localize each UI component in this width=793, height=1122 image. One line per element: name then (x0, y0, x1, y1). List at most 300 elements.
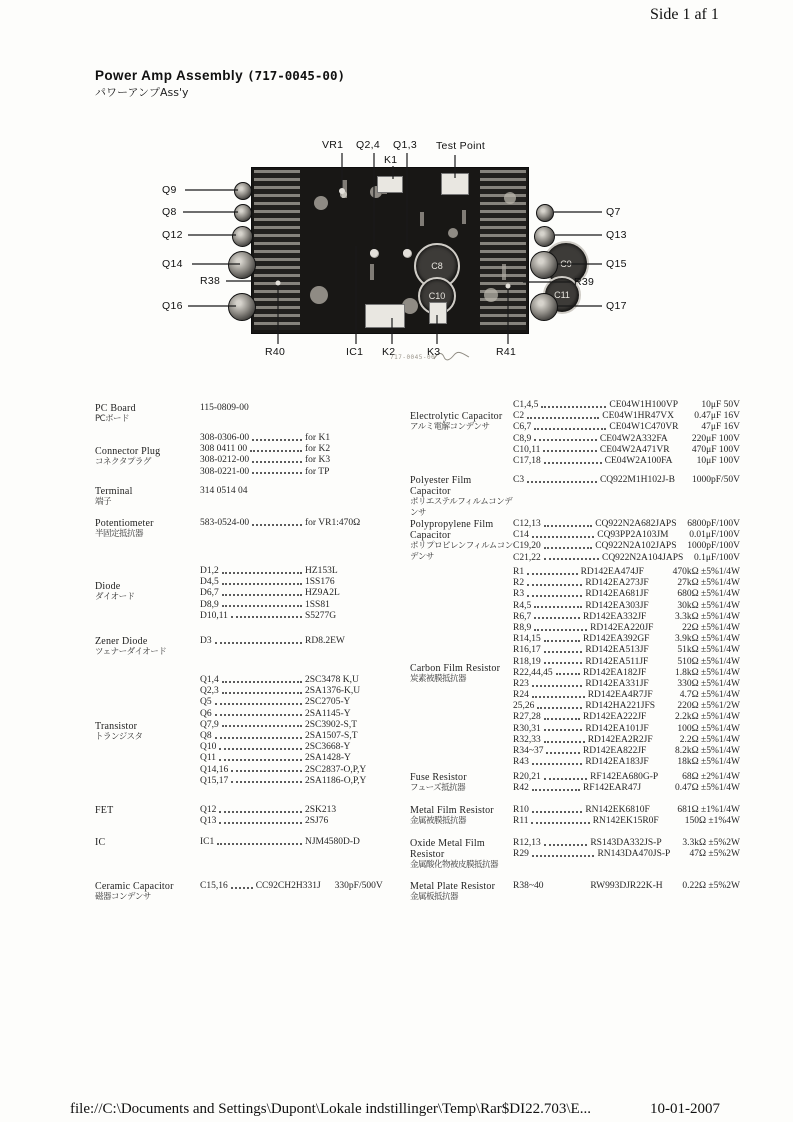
part-ref: Q1,4 (200, 675, 219, 685)
leader-dots (544, 640, 580, 642)
part-ref: C1,4,5 (513, 400, 539, 410)
leader-dots (252, 439, 302, 441)
parts-list-left-column: PC Board PCボード 115-0809-00 Connector Plug コネクタプラグ 308-0306-00 for K1 308 0411 00 for K2 308-0212-00 for K3 308-0221-00 for TP Terminal 端子 314 0514 04 Potentiometer 半固定抵抗器 583-0524-00 for VR1:470Ω Diode ダイオード D1,2 HZ153L D4,5 1SS176 D6,7 HZ9A2L D8,9 1SS81 D10,11 S5277G Zener Diode ツェナーダイオード D3 RD8.2EW Transistor トランジスタ Q1,4 2SC3478 K,U Q2,3 2SA1376-K,U Q5 2SC2705-Y Q6 2SA1145-Y Q7,9 2SC3902-S,T Q8 2SA1507-S,T Q10 2SC3668-Y Q11 2SA1428-Y Q14,16 2SC2837-O,P,Y Q15,17 2SA1186-O,P,Y FET Q12 2SK213 Q13 2SJ76 IC IC1 NJM4580D-D Ceramic Capacitor 磁器コンデンサ C15,16 CC92CH2H331J 330pF/500V (95, 395, 395, 910)
callout-k1: K1 (384, 154, 398, 166)
part-row (513, 589, 740, 600)
part-value: 220μF 100V (691, 433, 740, 444)
part-number: CE04W1H100VP (609, 400, 678, 410)
assembly-part-number: (717-0045-00) (247, 68, 345, 83)
part-row (513, 805, 740, 816)
part-ref: C17,18 (513, 455, 541, 466)
part-number: CE04W1C470VR (609, 422, 679, 433)
leader-dots (534, 606, 582, 608)
part-ref: R24 (513, 690, 529, 701)
assembly-title-japanese: パワーアンプAss'y (95, 86, 189, 99)
part-number: RD142EA182JF (582, 667, 647, 678)
part-value: 681Ω ±1%1/4W (677, 805, 740, 815)
leader-dots (544, 651, 583, 653)
leader-dots (532, 696, 585, 698)
part-ref: C15,16 (200, 881, 228, 891)
part-number: 1SS176 (305, 577, 335, 588)
capacitor-c8: C8 (414, 243, 460, 289)
leader-dots (541, 406, 606, 408)
part-number: RD8.2EW (305, 636, 345, 646)
leader-dots (544, 525, 592, 527)
part-ref: 308 0411 00 (200, 444, 248, 455)
leader-dots (527, 417, 599, 419)
footer-file-path: file://C:\Documents and Settings\Dupont\Lokale indstillinger\Temp\Rar$DI22.703\E... (70, 1101, 591, 1117)
part-number: 2SC3902-S,T (305, 719, 357, 730)
part-value: 47μF 16V (701, 422, 740, 433)
callout-q12: Q12 (162, 229, 183, 241)
leader-dots (222, 605, 302, 607)
part-number: HZ9A2L (305, 588, 340, 599)
part-ref: R30,31 (513, 723, 541, 734)
part-value: 330Ω ±5%1/4W (677, 678, 740, 689)
leader-dots (532, 811, 582, 813)
leader-dots (534, 629, 587, 631)
part-number: CE04W2A332FA (599, 433, 668, 444)
part-ref: Q5 (200, 697, 212, 708)
part-ref: R16,17 (513, 645, 541, 656)
part-number: 2SC3668-Y (305, 742, 351, 753)
part-row (200, 742, 395, 753)
part-number: for K2 (305, 444, 331, 455)
assembly-title: Power Amp Assembly (95, 68, 243, 83)
part-number: RD142HA221JFS (585, 701, 656, 712)
part-number: 2SC2837-O,P,Y (305, 764, 367, 775)
leader-dots (219, 759, 302, 761)
parts-list-right-column: Electrolytic Capacitor アルミ電解コンデンサ C1,4,5 CE04W1H100VP 10μF 50V C2 CE04W1HR47VX 0.47μF 16V C6,7 CE04W1C470VR 47μF 16V C8,9 CE04W2A332FA 220μF 100V C10,11 CE04W2A471VR 470μF 100V C17,18 CE04W2A100FA 10μF 100V Polyester Film Capacitor ポリエステルフィルムコンデンサ C3 CQ922M1H102J-B 1000pF/50V Polypropylene Film Capacitor ポリプロピレンフィルムコンデンサ C12,13 CQ922N2A682JAPS 6800pF/100V C14 CQ93PP2A103JM 0.01μF/100V C19,20 CQ922N2A102JAPS 1000pF/100V C21,22 CQ922N2A104JAPS 0.1μF/100V Carbon Film Resistor 炭素被膜抵抗器 R1 RD142EA474JF 470kΩ ±5%1/4W R2 RD142EA273JF 27kΩ ±5%1/4W R3 RD142EA681JF 680Ω ±5%1/4W R4,5 RD142EA303JF 30kΩ ±5%1/4W R6,7 RD142EA332JF 3.3kΩ ±5%1/4W R8,9 RD142EA220JF 22Ω ±5%1/4W R14,15 RD142EA392GF 3.9kΩ ±5%1/4W R16,17 RD142EA513JF 51kΩ ±5%1/4W R18,19 RD142EA511JF 510Ω ±5%1/4W R22,44,45 RD142EA182JF 1.8kΩ ±5%1/4W R23 RD142EA331JF 330Ω ±5%1/4W R24 RD142EA4R7JF 4.7Ω ±5%1/4W 25,26 RD142HA221JFS 220Ω ±5%1/2W R27,28 RD142EA222JF 2.2kΩ ±5%1/4W R30,31 RD142EA101JF 100Ω ±5%1/4W R32,33 RD142EA2R2JF 2.2Ω ±5%1/4W R34~37 RD142EA822JF 8.2kΩ ±5%1/4W R43 RD142EA183JF 18kΩ ±5%1/4W Fuse Resistor フューズ抵抗器 R20,21 RF142EA680G-P 68Ω ±2%1/4W R42 RF142EAR47J 0.47Ω ±5%1/4W Metal Film Resistor 金属被膜抵抗器 R10 RN142EK6810F 681Ω ±1%1/4W R11 RN142EK15R0F 150Ω ±1%4W Oxide Metal Film Resistor 金属酸化物被皮膜抵抗器 R12,13 RS143DA332JS-P 3.3kΩ ±5%2W R29 RN143DA470JS-P 47Ω ±5%2W Metal Plate Resistor 金属板抵抗器 R38~40 RW993DJR22K-H 0.22Ω ±5%2W (410, 400, 740, 902)
part-number: RD142EA513JF (585, 645, 649, 656)
callout-q15: Q15 (606, 258, 627, 270)
part-number: CC92CH2H331J (255, 881, 321, 891)
part-number: 2SC3478 K,U (305, 675, 359, 685)
part-row (513, 724, 740, 735)
part-ref: C21,22 (513, 552, 541, 563)
part-row (200, 720, 395, 731)
leader-dots (231, 887, 253, 889)
part-row (513, 645, 740, 656)
part-number: RD142EA822JF (582, 746, 647, 756)
part-value: 510Ω ±5%1/4W (677, 656, 740, 667)
leader-dots (544, 547, 592, 549)
leader-dots (231, 781, 302, 783)
part-row (200, 444, 395, 455)
leader-dots (215, 737, 302, 739)
part-ref: Q8 (200, 730, 212, 741)
callout-r41: R41 (496, 346, 517, 358)
part-number: 1SS81 (305, 599, 330, 610)
part-value: 30kΩ ±5%1/4W (677, 600, 740, 611)
callout-q16: Q16 (162, 300, 183, 312)
part-number: RD142EA511JF (585, 656, 649, 667)
part-row (513, 530, 740, 541)
part-value: 3.3kΩ ±5%2W (682, 838, 740, 848)
leader-dots (231, 616, 302, 618)
part-value: 68Ω ±2%1/4W (682, 772, 740, 782)
part-row (200, 566, 395, 577)
part-number: RF142EAR47J (582, 783, 642, 794)
part-row (200, 600, 395, 611)
part-ref: 314 0514 04 (200, 486, 248, 496)
part-number: CE04W2A100FA (604, 455, 673, 466)
part-number: RD142EA220JF (590, 622, 654, 633)
part-row (513, 422, 740, 433)
part-row (200, 588, 395, 599)
part-ref: R42 (513, 783, 529, 794)
part-number: RD142EA474JF (580, 567, 644, 577)
pcb-photo-figure (150, 133, 630, 373)
leader-dots (532, 685, 582, 687)
page-title (95, 68, 345, 83)
part-number: RD142EA273JF (585, 578, 649, 589)
callout-ic1: IC1 (346, 346, 364, 358)
part-ref: C2 (513, 411, 525, 422)
part-row (200, 816, 395, 827)
part-row (513, 881, 740, 892)
part-value: 8.2kΩ ±5%1/4W (674, 746, 740, 756)
part-row (200, 697, 395, 708)
part-row (200, 467, 395, 478)
part-number: RW993DJR22K-H (590, 881, 663, 891)
part-number: HZ153L (305, 566, 338, 576)
leader-dots (219, 811, 302, 813)
part-number: RD142EA681JF (585, 589, 649, 600)
part-value: 3.9kΩ ±5%1/4W (674, 634, 740, 645)
part-value: 51kΩ ±5%1/4W (677, 645, 740, 656)
part-value: 0.01μF/100V (689, 530, 740, 541)
part-value: 18kΩ ±5%1/4W (677, 757, 740, 768)
part-row (513, 712, 740, 723)
part-number: 2SK213 (305, 805, 337, 815)
part-ref: R4,5 (513, 600, 532, 611)
part-row (513, 541, 740, 552)
callout-k3: K3 (427, 346, 441, 358)
part-row (513, 578, 740, 589)
leader-dots (544, 729, 583, 731)
part-row (513, 816, 740, 827)
callout-k2: K2 (382, 346, 396, 358)
leader-dots (544, 558, 599, 560)
leader-dots (231, 770, 302, 772)
part-number: RS143DA332JS-P (590, 838, 662, 848)
leader-dots (544, 741, 585, 743)
part-row (513, 746, 740, 757)
leader-dots (215, 714, 302, 716)
leader-dots (527, 584, 582, 586)
part-row (513, 623, 740, 634)
part-row (513, 519, 740, 530)
part-ref: 25,26 (513, 701, 535, 712)
leader-dots (544, 778, 587, 780)
part-row (513, 612, 740, 623)
part-ref: R18,19 (513, 656, 541, 667)
part-ref: D8,9 (200, 599, 219, 610)
leader-dots (534, 428, 606, 430)
part-ref: 308-0212-00 (200, 455, 250, 466)
callout-q14: Q14 (162, 258, 183, 270)
part-number: CE04W2A471VR (599, 444, 670, 455)
part-value: 10μF 100V (696, 455, 740, 466)
leader-dots (222, 692, 302, 694)
part-value: 3.3kΩ ±5%1/4W (674, 611, 740, 622)
part-number: for TP (305, 466, 330, 477)
callout-q1-3: Q1,3 (393, 139, 417, 151)
part-number: CQ922N2A104JAPS (601, 552, 684, 563)
part-row (513, 434, 740, 445)
part-number: CQ922N2A682JAPS (595, 519, 677, 529)
part-value: 27kΩ ±5%1/4W (677, 578, 740, 589)
callout-q8: Q8 (162, 206, 177, 218)
leader-dots (222, 583, 302, 585)
part-value: 0.47μF 16V (694, 411, 740, 422)
leader-dots (532, 855, 595, 857)
part-value: 1000pF/50V (691, 475, 740, 485)
leader-dots (544, 462, 602, 464)
part-ref: R27,28 (513, 712, 541, 723)
part-row (513, 475, 740, 486)
callout-q7: Q7 (606, 206, 621, 218)
board-silkscreen-number: 717-0045-00 (390, 354, 436, 361)
part-ref: Q10 (200, 742, 217, 753)
part-row (513, 411, 740, 422)
part-row (200, 805, 395, 816)
leader-dots (544, 662, 583, 664)
part-ref: Q12 (200, 805, 217, 815)
part-row (200, 577, 395, 588)
callout-q2-4: Q2,4 (356, 139, 380, 151)
part-row (513, 849, 740, 860)
part-value: 220Ω ±5%1/2W (677, 701, 740, 712)
part-value: 100Ω ±5%1/4W (677, 723, 740, 734)
leader-dots (544, 844, 588, 846)
part-row (200, 636, 395, 647)
part-row (513, 445, 740, 456)
part-row (200, 776, 395, 787)
part-ref: 308-0306-00 (200, 433, 250, 443)
part-number: 2SA1428-Y (305, 753, 351, 764)
part-row (513, 553, 740, 564)
leader-dots (556, 673, 580, 675)
part-ref: R34~37 (513, 746, 544, 756)
part-number: RD142EA392GF (582, 634, 650, 645)
leader-dots (217, 843, 302, 845)
part-ref: C12,13 (513, 519, 541, 529)
part-value: 4.7Ω ±5%1/4W (679, 690, 740, 701)
part-number: CE04W1HR47VX (602, 411, 675, 422)
part-ref: Q14,16 (200, 764, 229, 775)
part-ref: R22,44,45 (513, 667, 553, 678)
part-number: CQ922M1H102J-B (599, 475, 675, 485)
part-row (513, 668, 740, 679)
part-value: 470kΩ ±5%1/4W (672, 567, 740, 577)
part-number: RD142EA332JF (582, 611, 647, 622)
part-row (513, 783, 740, 794)
part-row (200, 837, 395, 848)
leader-dots (532, 789, 580, 791)
part-number: RN143DA470JS-P (597, 849, 671, 860)
leader-dots (546, 752, 579, 754)
part-ref: IC1 (200, 837, 215, 847)
part-value: 1000pF/100V (687, 541, 740, 552)
part-value: 150Ω ±1%4W (684, 816, 740, 827)
part-value: 47Ω ±5%2W (689, 849, 740, 860)
part-row (200, 753, 395, 764)
part-value: 6800pF/100V (687, 519, 740, 529)
part-ref: R8,9 (513, 622, 532, 633)
part-row (513, 634, 740, 645)
part-row (200, 765, 395, 776)
part-ref: R23 (513, 678, 529, 689)
leader-dots (215, 642, 302, 644)
part-ref: R12,13 (513, 838, 541, 848)
part-number: RD142EA222JF (582, 712, 647, 723)
part-row (200, 881, 395, 892)
part-row (200, 709, 395, 720)
part-ref: R3 (513, 589, 525, 600)
part-number: S5277G (305, 610, 337, 621)
part-row (513, 772, 740, 783)
part-number: RD142EA4R7JF (587, 690, 653, 701)
part-row (200, 455, 395, 466)
part-row (200, 433, 395, 444)
part-number: for K3 (305, 455, 331, 466)
part-ref: C10,11 (513, 444, 541, 455)
leader-dots (222, 725, 302, 727)
part-row (513, 838, 740, 849)
leader-dots (222, 572, 302, 574)
part-value: 22Ω ±5%1/4W (682, 622, 740, 633)
part-number: 2SA1376-K,U (305, 686, 361, 697)
callout-q9: Q9 (162, 184, 177, 196)
part-number: RN142EK15R0F (592, 816, 659, 827)
part-ref: R38~40 (513, 881, 544, 891)
callout-test-point: Test Point (436, 140, 486, 152)
part-number: RD142EA183JF (585, 757, 649, 768)
part-ref: D4,5 (200, 577, 219, 588)
part-ref: Q6 (200, 708, 212, 719)
part-value: 0.47Ω ±5%1/4W (674, 783, 740, 794)
part-row (200, 686, 395, 697)
leader-dots (531, 822, 589, 824)
part-row (513, 701, 740, 712)
leader-dots (537, 707, 582, 709)
part-value: 680Ω ±5%1/4W (677, 589, 740, 600)
part-ref: R14,15 (513, 634, 541, 645)
leader-dots (544, 718, 580, 720)
part-value: 10μF 50V (701, 400, 740, 410)
part-ref: R2 (513, 578, 525, 589)
leader-dots (527, 573, 577, 575)
part-ref: 583-0524-00 (200, 518, 250, 528)
part-ref: D6,7 (200, 588, 219, 599)
leader-dots (532, 536, 594, 538)
part-number: CQ922N2A102JAPS (595, 541, 677, 552)
part-number: RF142EA680G-P (590, 772, 659, 782)
part-row (200, 611, 395, 622)
callout-r40: R40 (265, 346, 286, 358)
part-ref: Q11 (200, 753, 217, 764)
part-row (513, 735, 740, 746)
part-row (513, 690, 740, 701)
leader-dots (250, 450, 302, 452)
leader-dots (527, 481, 597, 483)
part-ref: R43 (513, 757, 529, 768)
part-row (513, 601, 740, 612)
part-row (513, 657, 740, 668)
part-row (513, 757, 740, 768)
part-number: for VR1:470Ω (305, 518, 361, 528)
page-count-header: Side 1 af 1 (650, 6, 719, 23)
part-value: 1.8kΩ ±5%1/4W (674, 667, 740, 678)
part-number: RD142EA331JF (585, 678, 649, 689)
part-ref: C8,9 (513, 433, 532, 444)
leader-dots (219, 748, 302, 750)
part-number: CQ93PP2A103JM (597, 530, 669, 541)
part-ref: C3 (513, 475, 525, 485)
part-ref: D10,11 (200, 610, 228, 621)
leader-dots (252, 461, 302, 463)
part-number: RD142EA303JF (585, 600, 649, 611)
part-number: RN142EK6810F (585, 805, 650, 815)
part-ref: R11 (513, 816, 529, 827)
part-value: 0.22Ω ±5%2W (682, 881, 740, 891)
callout-leader-lines (150, 133, 630, 373)
part-number: 2SA1186-O,P,Y (305, 775, 367, 786)
part-ref: Q15,17 (200, 775, 229, 786)
part-row (513, 456, 740, 467)
part-row (513, 400, 740, 411)
part-ref: R1 (513, 567, 525, 577)
part-number: NJM4580D-D (305, 837, 360, 847)
part-row (200, 486, 395, 497)
part-row (513, 567, 740, 578)
leader-dots (252, 472, 302, 474)
leader-dots (532, 763, 582, 765)
part-value: 0.1μF/100V (693, 552, 740, 563)
leader-dots (252, 524, 302, 526)
part-row (200, 518, 395, 529)
part-value: 330pF/500V (334, 881, 383, 891)
leader-dots (527, 595, 582, 597)
part-ref: R29 (513, 849, 529, 860)
part-number: 2SA1145-Y (305, 708, 351, 719)
part-ref: Q7,9 (200, 719, 219, 730)
part-ref: C6,7 (513, 422, 532, 433)
part-ref: Q2,3 (200, 686, 219, 697)
leader-dots (543, 450, 597, 452)
leader-dots (222, 681, 302, 683)
leader-dots (534, 439, 597, 441)
footer-date: 10-01-2007 (650, 1101, 720, 1117)
part-ref: R6,7 (513, 611, 532, 622)
part-ref: R10 (513, 805, 529, 815)
part-value: 470μF 100V (691, 444, 740, 455)
callout-r39: R39 (574, 276, 595, 288)
capacitor-c10: C10 (418, 277, 456, 315)
callout-q13: Q13 (606, 229, 627, 241)
leader-dots (222, 594, 302, 596)
part-ref: D3 (200, 636, 212, 646)
part-ref: R20,21 (513, 772, 541, 782)
part-row (200, 731, 395, 742)
part-value: 2.2Ω ±5%1/4W (679, 734, 740, 745)
callout-q17: Q17 (606, 300, 627, 312)
capacitor-c9: C9 (543, 241, 589, 287)
leader-dots (215, 703, 302, 705)
part-row (200, 675, 395, 686)
